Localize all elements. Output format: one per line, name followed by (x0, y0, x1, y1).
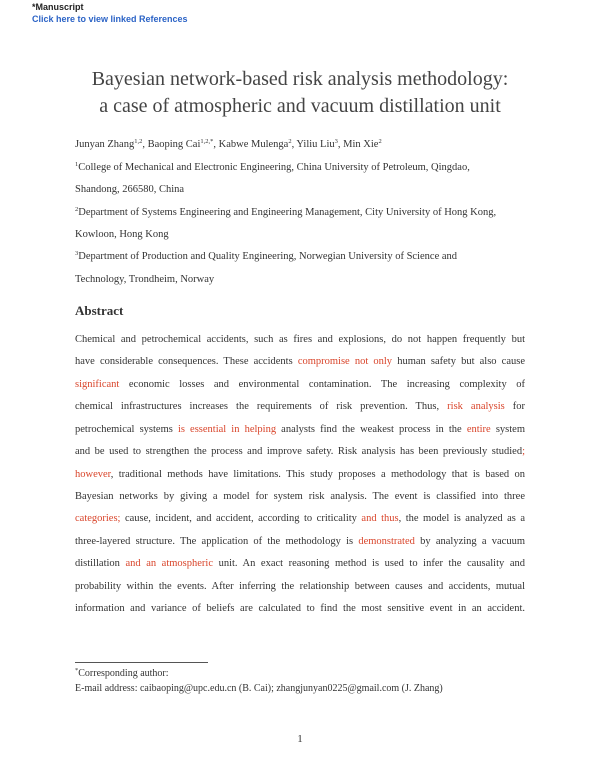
affiliation-number: 2 (75, 206, 79, 213)
author-list (75, 139, 382, 150)
affiliation-2-line-2: Kowloon, Hong Kong (75, 229, 169, 240)
author-name: Junyan Zhang (75, 139, 135, 150)
affiliation-text: College of Mechanical and Electronic Engineering, China University of Petroleum, Qingdao, (78, 162, 470, 173)
abstract-line: probability within the events. After inferring the relationship between causes and accidents, mutual (75, 581, 525, 592)
abstract-text: for (504, 401, 525, 412)
author-name: , Min Xie (337, 139, 379, 150)
abstract-line (75, 446, 525, 457)
affiliation-3-line-1 (75, 251, 457, 262)
abstract-text: , traditional methods have limitations. This study proposes a methodology that is based on (110, 469, 525, 480)
abstract-text: petrochemical systems (75, 424, 178, 435)
affiliation-2-line-1 (75, 207, 496, 218)
abstract-heading: Abstract (75, 303, 124, 318)
author-name: , Yiliu Liu (291, 139, 335, 150)
affiliation-1-line-2: Shandong, 266580, China (75, 184, 185, 195)
paper-title-line-1: Bayesian network-based risk analysis methodology: (91, 68, 509, 90)
affiliation-number: 1 (75, 161, 79, 168)
affiliation-3-line-2: Technology, Trondheim, Norway (75, 274, 215, 285)
tracked-change: demonstrated (358, 536, 415, 547)
manuscript-label: *Manuscript (32, 2, 84, 12)
footnote-email: E-mail address: caibaoping@upc.edu.cn (B. Cai); zhangjunyan0225@gmail.com (J. Zhang) (75, 683, 443, 694)
tracked-change: however (75, 469, 111, 480)
abstract-line (75, 379, 525, 390)
linked-references-link[interactable]: Click here to view linked References (32, 14, 188, 24)
footnote-rule (75, 662, 208, 663)
tracked-change: significant (75, 379, 120, 390)
tracked-change: and an atmospheric (125, 558, 213, 569)
author-name: , Baoping Cai (142, 139, 201, 150)
abstract-line: information and variance of beliefs are calculated to find the most sensitive event in an accident. (75, 603, 525, 614)
abstract-text: distillation (75, 558, 126, 569)
abstract-text: unit. An exact reasoning method is used to infer the causality and (213, 558, 525, 569)
author-affil-sup: 3 (334, 138, 338, 145)
abstract-line (75, 424, 525, 435)
tracked-change: and thus (361, 513, 399, 524)
tracked-change: risk analysis (447, 401, 505, 412)
abstract-line: Bayesian networks by giving a model for system risk analysis. The event is classified into three (75, 491, 525, 502)
abstract-text: system (490, 424, 525, 435)
tracked-change: is essential in helping (177, 424, 277, 435)
abstract-text: three-layered structure. The application of the methodology is (75, 536, 359, 547)
abstract-line (75, 536, 525, 547)
abstract-line (75, 356, 525, 367)
abstract-line (75, 469, 525, 480)
abstract-line (75, 558, 525, 569)
abstract-text: cause, incident, and accident, according to criticality (120, 513, 362, 524)
abstract-text: , the model is analyzed as a (398, 513, 525, 524)
author-name: , Kabwe Mulenga (213, 139, 289, 150)
footnote-star: * (75, 667, 79, 674)
tracked-change: categories; (75, 513, 121, 524)
abstract-line (75, 513, 525, 524)
abstract-text: have considerable consequences. These accidents (75, 356, 298, 367)
author-affil-sup: 1,2 (134, 138, 143, 145)
author-affil-sup: 2 (378, 138, 382, 145)
tracked-change: compromise not only (297, 356, 393, 367)
abstract-line: Chemical and petrochemical accidents, such as fires and explosions, do not happen frequently but (75, 334, 525, 345)
abstract-text: chemical infrastructures increases the requirements of risk prevention. Thus, (75, 401, 448, 412)
abstract-text: by analyzing a vacuum (414, 536, 526, 547)
author-affil-sup: 2 (288, 138, 292, 145)
abstract-line (75, 401, 525, 412)
paper-title-line-2: a case of atmospheric and vacuum distillation unit (99, 95, 501, 117)
footnote-corresponding (75, 668, 169, 679)
tracked-change: entire (466, 424, 491, 435)
page-number: 1 (297, 733, 303, 745)
author-affil-sup: 1,2,* (200, 138, 214, 145)
footnote-text: Corresponding author: (78, 668, 169, 679)
tracked-change: ; (522, 446, 525, 457)
abstract-text: and be used to strengthen the process and improve safety. Risk analysis has been previously studied (75, 446, 523, 457)
affiliation-1-line-1 (75, 162, 470, 173)
abstract-text: human safety but also cause (392, 356, 525, 367)
abstract-text: analysts find the weakest process in the (276, 424, 467, 435)
affiliation-text: Department of Production and Quality Engineering, Norwegian University of Science and (78, 251, 458, 262)
affiliation-number: 3 (75, 250, 79, 257)
affiliation-text: Department of Systems Engineering and Engineering Management, City University of Hong Kong, (78, 207, 497, 218)
abstract-text: economic losses and environmental contamination. The increasing complexity of (119, 379, 525, 390)
